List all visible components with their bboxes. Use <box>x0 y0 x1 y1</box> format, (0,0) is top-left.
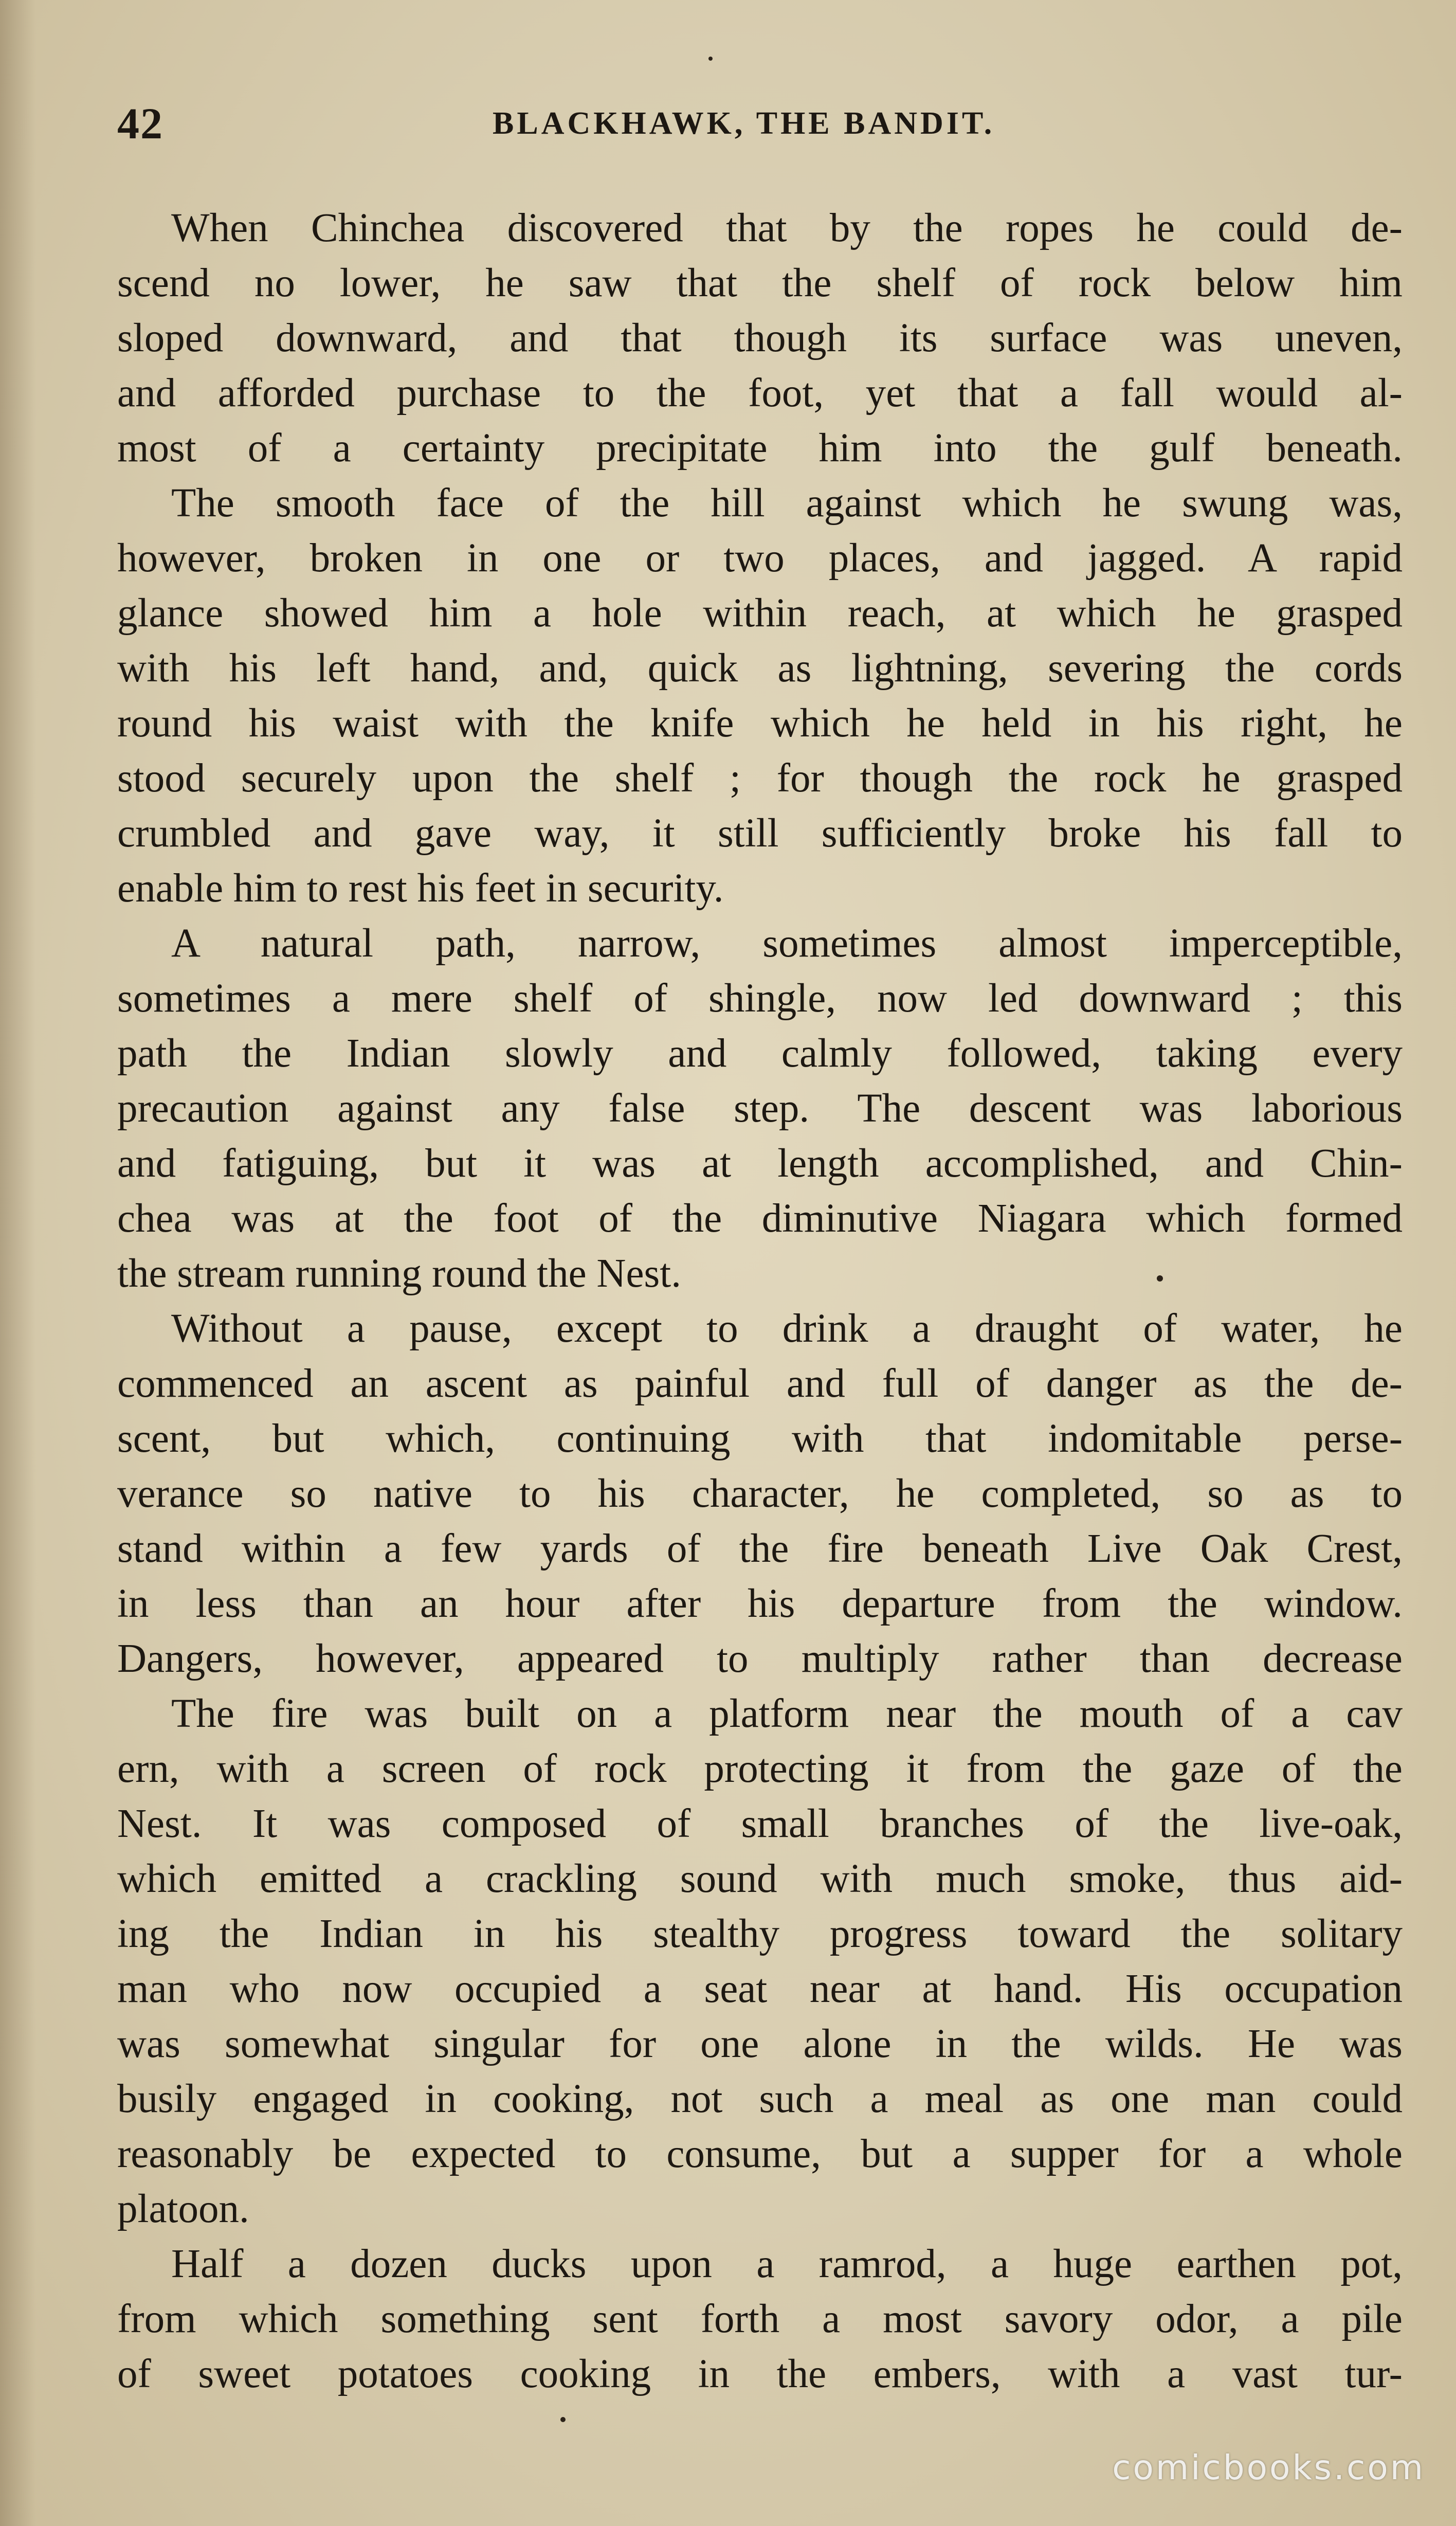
text-line: When Chinchea discovered that by the ropes he could de- <box>171 206 1403 250</box>
text-line: however, broken in one or two places, and jagged. A rapid <box>117 536 1403 581</box>
text-line: chea was at the foot of the diminutive Niagara which formed <box>117 1196 1403 1241</box>
text-line: path the Indian slowly and calmly followed, taking every <box>117 1031 1403 1076</box>
text-line: ern, with a screen of rock protecting it from the gaze of the <box>117 1746 1403 1791</box>
text-line: Dangers, however, appeared to multiply rather than decrease <box>117 1636 1403 1681</box>
paragraph <box>117 1301 1403 1686</box>
text-line: in less than an hour after his departure from the window. <box>117 1581 1403 1626</box>
text-line: enable him to rest his feet in security. <box>117 866 724 911</box>
text-line: Nest. It was composed of small branches of the live-oak, <box>117 1801 1403 1846</box>
text-line: and fatiguing, but it was at length accomplished, and Chin- <box>117 1141 1403 1186</box>
text-line: commenced an ascent as painful and full of danger as the de- <box>117 1361 1403 1406</box>
text-line: round his waist with the knife which he held in his right, he <box>117 701 1403 746</box>
paragraph <box>117 1686 1403 2236</box>
text-line: of sweet potatoes cooking in the embers, with a vast tur- <box>117 2352 1403 2396</box>
paragraph <box>117 476 1403 916</box>
text-line: the stream running round the Nest. <box>117 1251 681 1296</box>
running-head <box>117 93 1403 149</box>
page-number: 42 <box>117 99 163 148</box>
text-line: A natural path, narrow, sometimes almost imperceptible, <box>171 921 1403 966</box>
text-line: man who now occupied a seat near at hand. His occupation <box>117 1966 1403 2011</box>
text-line: reasonably be expected to consume, but a supper for a whole <box>117 2132 1403 2176</box>
page-edge-shadow <box>0 0 36 2526</box>
book-title: BLACKHAWK, THE BANDIT. <box>493 106 995 141</box>
watermark: comicbooks.com <box>1112 2448 1425 2487</box>
text-line: scent, but which, continuing with that indomitable perse- <box>117 1416 1403 1461</box>
paragraph <box>117 2236 1403 2402</box>
text-line: ing the Indian in his stealthy progress toward the solitary <box>117 1911 1403 1956</box>
text-line: platoon. <box>117 2187 249 2231</box>
text-line: which emitted a crackling sound with much smoke, thus aid- <box>117 1856 1403 1901</box>
text-line: crumbled and gave way, it still sufficiently broke his fall to <box>117 811 1403 856</box>
paragraph <box>117 916 1403 1301</box>
text-line: busily engaged in cooking, not such a meal as one man could <box>117 2077 1403 2121</box>
body-text <box>117 201 1403 2402</box>
text-line: from which something sent forth a most savory odor, a pile <box>117 2297 1403 2341</box>
text-line: with his left hand, and, quick as lightning, severing the cords <box>117 646 1403 691</box>
text-line: sloped downward, and that though its surface was uneven, <box>117 316 1403 360</box>
text-line: Without a pause, except to drink a draught of water, he <box>171 1306 1403 1351</box>
ink-speck <box>708 57 713 61</box>
text-line: stand within a few yards of the fire beneath Live Oak Crest, <box>117 1526 1403 1571</box>
text-line: and afforded purchase to the foot, yet that a fall would al- <box>117 371 1403 416</box>
ink-speck <box>1157 1275 1163 1282</box>
text-line: sometimes a mere shelf of shingle, now led downward ; this <box>117 976 1403 1021</box>
text-line: precaution against any false step. The descent was laborious <box>117 1086 1403 1131</box>
text-line: The smooth face of the hill against which he swung was, <box>171 481 1403 526</box>
text-line: The fire was built on a platform near the mouth of a cav <box>171 1691 1403 1736</box>
text-line: scend no lower, he saw that the shelf of rock below him <box>117 261 1403 305</box>
text-line: Half a dozen ducks upon a ramrod, a huge earthen pot, <box>171 2242 1403 2286</box>
text-line: most of a certainty precipitate him into the gulf beneath. <box>117 426 1403 471</box>
paragraph <box>117 201 1403 476</box>
text-line: verance so native to his character, he completed, so as to <box>117 1471 1403 1516</box>
text-line: glance showed him a hole within reach, at which he grasped <box>117 591 1403 636</box>
text-line: stood securely upon the shelf ; for though the rock he grasped <box>117 756 1403 801</box>
ink-speck <box>560 2417 566 2422</box>
text-line: was somewhat singular for one alone in the wilds. He was <box>117 2022 1403 2066</box>
